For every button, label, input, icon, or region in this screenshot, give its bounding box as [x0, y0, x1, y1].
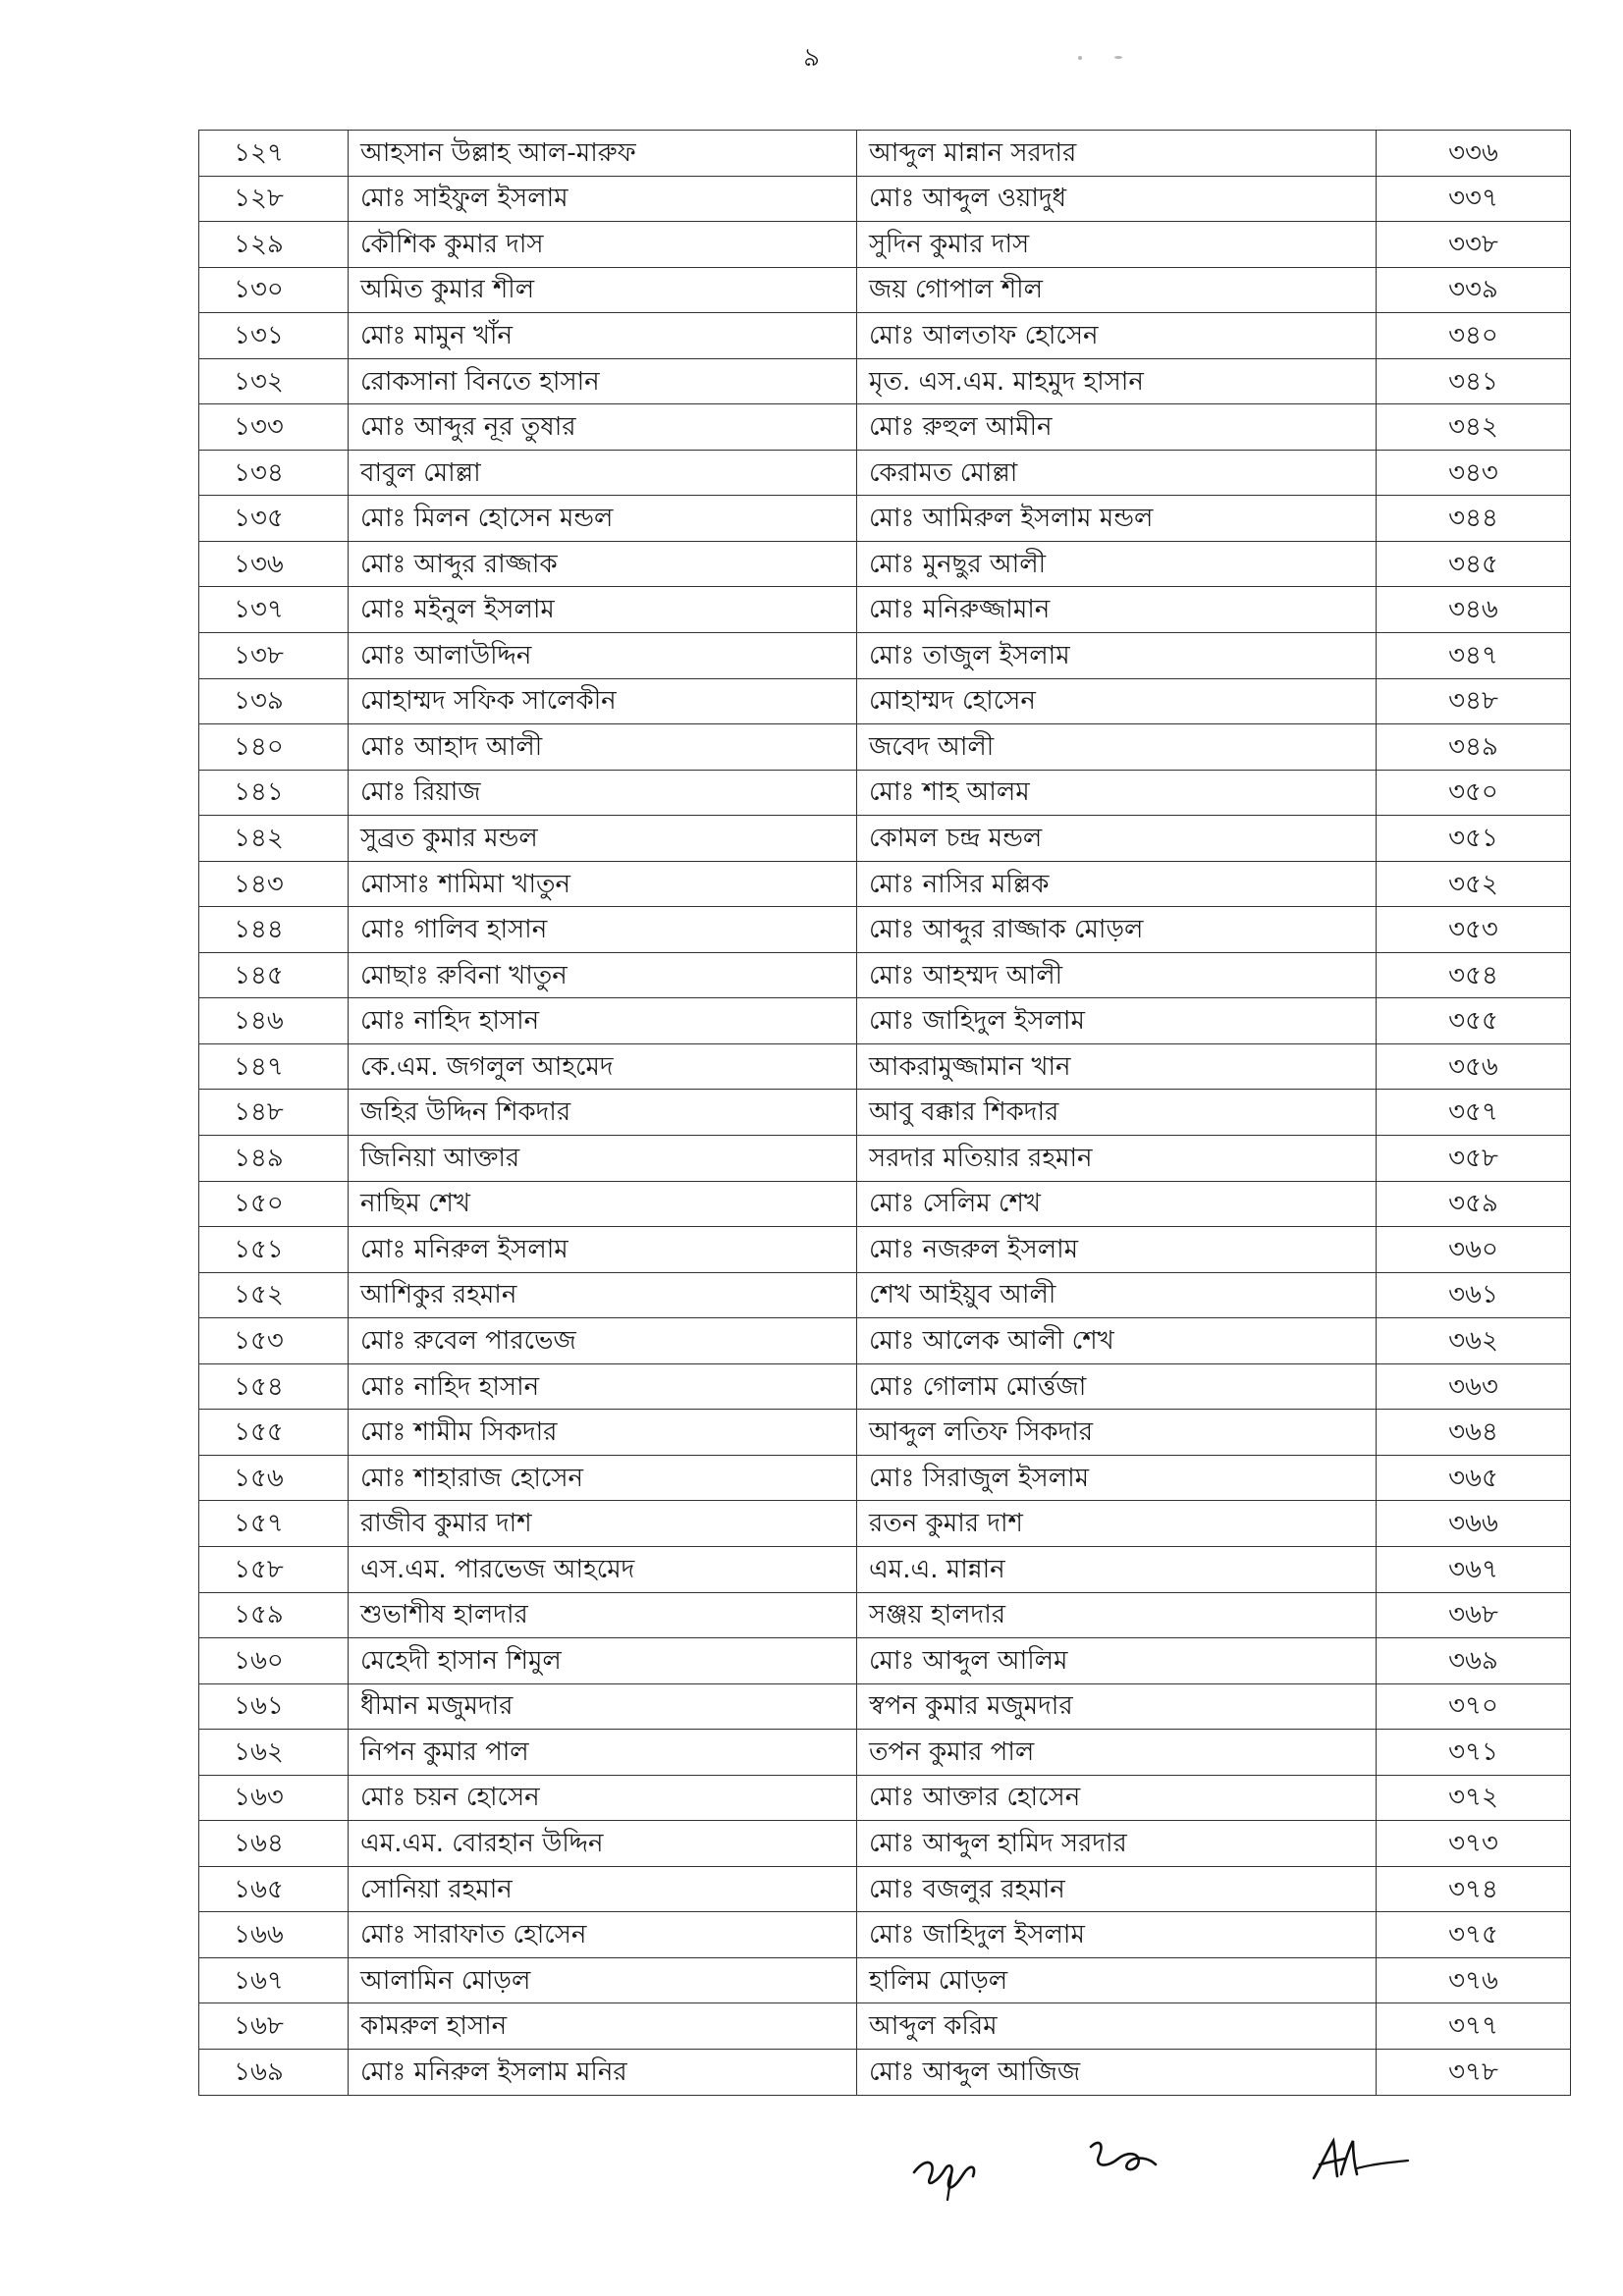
serial-number-cell: ১৫৯ [199, 1592, 349, 1638]
serial-number-cell: ১৪৯ [199, 1136, 349, 1182]
table-row [199, 1683, 1571, 1730]
candidate-name-cell: আশিকুর রহমান [349, 1272, 857, 1318]
table-row [199, 1592, 1571, 1638]
scan-speck [1078, 56, 1082, 60]
table-row [199, 816, 1571, 862]
father-name-cell: মোহাম্মদ হোসেন [857, 678, 1377, 724]
roll-number-cell: ৩৭০ [1377, 1683, 1571, 1730]
candidate-name-cell: মোঃ আব্দুর নূর তুষার [349, 404, 857, 451]
table-row [199, 724, 1571, 771]
father-name-cell: আব্দুল করিম [857, 2003, 1377, 2050]
serial-number-cell: ১৪০ [199, 724, 349, 771]
roll-number-cell: ৩৫৪ [1377, 952, 1571, 998]
candidate-name-cell: সুব্রত কুমার মন্ডল [349, 816, 857, 862]
father-name-cell: সরদার মতিয়ার রহমান [857, 1136, 1377, 1182]
roll-number-cell: ৩৪০ [1377, 313, 1571, 359]
table-row [199, 587, 1571, 633]
table-row [199, 998, 1571, 1044]
table-row [199, 176, 1571, 222]
candidate-name-cell: কামরুল হাসান [349, 2003, 857, 2050]
father-name-cell: মোঃ শাহ আলম [857, 770, 1377, 816]
table-row [199, 1957, 1571, 2003]
roll-number-cell: ৩৭৮ [1377, 2049, 1571, 2095]
serial-number-cell: ১৬২ [199, 1730, 349, 1776]
table-row [199, 1318, 1571, 1364]
father-name-cell: আব্দুল মান্নান সরদার [857, 131, 1377, 177]
table-row [199, 1090, 1571, 1136]
roll-number-cell: ৩৬৮ [1377, 1592, 1571, 1638]
table-row [199, 1730, 1571, 1776]
table-row [199, 1181, 1571, 1227]
father-name-cell: রতন কুমার দাশ [857, 1501, 1377, 1547]
roll-number-cell: ৩৭৩ [1377, 1821, 1571, 1867]
serial-number-cell: ১৩২ [199, 358, 349, 404]
candidate-name-cell: মোঃ নাহিদ হাসান [349, 1363, 857, 1410]
table-row [199, 1638, 1571, 1684]
father-name-cell: মোঃ সিরাজুল ইসলাম [857, 1455, 1377, 1501]
father-name-cell: এম.এ. মান্নান [857, 1546, 1377, 1592]
candidate-name-cell: মোঃ সাইফুল ইসলাম [349, 176, 857, 222]
table-row [199, 952, 1571, 998]
father-name-cell: মোঃ আমিরুল ইসলাম মন্ডল [857, 496, 1377, 542]
candidate-name-cell: মোঃ নাহিদ হাসান [349, 998, 857, 1044]
roll-number-cell: ৩৪৭ [1377, 633, 1571, 679]
father-name-cell: কোমল চন্দ্র মন্ডল [857, 816, 1377, 862]
serial-number-cell: ১৬৭ [199, 1957, 349, 2003]
serial-number-cell: ১৩৮ [199, 633, 349, 679]
father-name-cell: মৃত. এস.এম. মাহমুদ হাসান [857, 358, 1377, 404]
father-name-cell: শেখ আইয়ুব আলী [857, 1272, 1377, 1318]
father-name-cell: মোঃ মুনছুর আলী [857, 541, 1377, 587]
candidate-name-cell: কৌশিক কুমার দাস [349, 222, 857, 268]
table-row [199, 222, 1571, 268]
candidate-name-cell: আলামিন মোড়ল [349, 1957, 857, 2003]
father-name-cell: মোঃ আহম্মদ আলী [857, 952, 1377, 998]
roll-number-cell: ৩৪৯ [1377, 724, 1571, 771]
table-row [199, 1227, 1571, 1273]
roll-number-cell: ৩৫৫ [1377, 998, 1571, 1044]
roll-number-cell: ৩৩৭ [1377, 176, 1571, 222]
candidate-name-cell: মেহেদী হাসান শিমুল [349, 1638, 857, 1684]
candidate-name-cell: সোনিয়া রহমান [349, 1866, 857, 1912]
candidate-name-cell: মোঃ মনিরুল ইসলাম [349, 1227, 857, 1273]
candidate-name-cell: মোঃ রুবেল পারভেজ [349, 1318, 857, 1364]
father-name-cell: সঞ্জয় হালদার [857, 1592, 1377, 1638]
candidate-name-cell: মোঃ মনিরুল ইসলাম মনির [349, 2049, 857, 2095]
serial-number-cell: ১৪৪ [199, 907, 349, 953]
father-name-cell: স্বপন কুমার মজুমদার [857, 1683, 1377, 1730]
father-name-cell: মোঃ আব্দুল ওয়াদুধ [857, 176, 1377, 222]
roll-number-cell: ৩৪৩ [1377, 450, 1571, 496]
roll-number-cell: ৩৬৯ [1377, 1638, 1571, 1684]
serial-number-cell: ১৩৬ [199, 541, 349, 587]
father-name-cell: মোঃ আব্দুল আজিজ [857, 2049, 1377, 2095]
serial-number-cell: ১৩০ [199, 267, 349, 313]
candidate-name-cell: জহির উদ্দিন শিকদার [349, 1090, 857, 1136]
roll-number-cell: ৩৬৩ [1377, 1363, 1571, 1410]
roll-number-cell: ৩৬২ [1377, 1318, 1571, 1364]
father-name-cell: হালিম মোড়ল [857, 1957, 1377, 2003]
roll-number-cell: ৩৪৪ [1377, 496, 1571, 542]
candidate-name-cell: মোঃ মইনুল ইসলাম [349, 587, 857, 633]
candidate-name-cell: বাবুল মোল্লা [349, 450, 857, 496]
table-row [199, 861, 1571, 907]
serial-number-cell: ১৬৪ [199, 1821, 349, 1867]
roll-number-cell: ৩৪২ [1377, 404, 1571, 451]
table-row [199, 496, 1571, 542]
father-name-cell: আব্দুল লতিফ সিকদার [857, 1410, 1377, 1456]
serial-number-cell: ১৫৩ [199, 1318, 349, 1364]
father-name-cell: মোঃ জাহিদুল ইসলাম [857, 998, 1377, 1044]
table-row [199, 1866, 1571, 1912]
serial-number-cell: ১২৭ [199, 131, 349, 177]
candidate-name-cell: রাজীব কুমার দাশ [349, 1501, 857, 1547]
candidate-name-cell: মোঃ আলাউদ্দিন [349, 633, 857, 679]
father-name-cell: আকরামুজ্জামান খান [857, 1043, 1377, 1090]
father-name-cell: মোঃ আব্দুল আলিম [857, 1638, 1377, 1684]
candidate-name-cell: মোঃ শামীম সিকদার [349, 1410, 857, 1456]
serial-number-cell: ১৩৪ [199, 450, 349, 496]
serial-number-cell: ১২৯ [199, 222, 349, 268]
candidate-name-cell: মোঃ মামুন খাঁন [349, 313, 857, 359]
serial-number-cell: ১৩৫ [199, 496, 349, 542]
father-name-cell: কেরামত মোল্লা [857, 450, 1377, 496]
table-row [199, 2003, 1571, 2050]
roll-number-cell: ৩৪৫ [1377, 541, 1571, 587]
serial-number-cell: ১৫৬ [199, 1455, 349, 1501]
roll-number-cell: ৩৩৮ [1377, 222, 1571, 268]
table-row [199, 1136, 1571, 1182]
candidate-name-cell: রোকসানা বিনতে হাসান [349, 358, 857, 404]
roll-number-cell: ৩৫৭ [1377, 1090, 1571, 1136]
table-row [199, 1821, 1571, 1867]
father-name-cell: জয় গোপাল শীল [857, 267, 1377, 313]
table-row [199, 678, 1571, 724]
father-name-cell: মোঃ সেলিম শেখ [857, 1181, 1377, 1227]
roll-number-cell: ৩৫২ [1377, 861, 1571, 907]
serial-number-cell: ১৫৫ [199, 1410, 349, 1456]
father-name-cell: আবু বক্কার শিকদার [857, 1090, 1377, 1136]
roll-number-cell: ৩৭৭ [1377, 2003, 1571, 2050]
candidate-name-cell: আহসান উল্লাহ আল-মারুফ [349, 131, 857, 177]
father-name-cell: মোঃ বজলুর রহমান [857, 1866, 1377, 1912]
table-row [199, 267, 1571, 313]
roll-number-cell: ৩৪৮ [1377, 678, 1571, 724]
father-name-cell: জবেদ আলী [857, 724, 1377, 771]
serial-number-cell: ১৬০ [199, 1638, 349, 1684]
signature-2-icon [1085, 2135, 1163, 2184]
roll-number-cell: ৩৬৭ [1377, 1546, 1571, 1592]
table-row [199, 131, 1571, 177]
roll-number-cell: ৩৩৬ [1377, 131, 1571, 177]
serial-number-cell: ১৫১ [199, 1227, 349, 1273]
roll-number-cell: ৩৭২ [1377, 1775, 1571, 1821]
father-name-cell: মোঃ তাজুল ইসলাম [857, 633, 1377, 679]
candidate-name-cell: নিপন কুমার পাল [349, 1730, 857, 1776]
table-row [199, 1546, 1571, 1592]
father-name-cell: মোঃ আক্তার হোসেন [857, 1775, 1377, 1821]
father-name-cell: তপন কুমার পাল [857, 1730, 1377, 1776]
page-number: ৯ [803, 43, 820, 73]
signature-1-icon [908, 2135, 997, 2204]
roll-number-cell: ৩৬৪ [1377, 1410, 1571, 1456]
roll-number-cell: ৩৭৫ [1377, 1912, 1571, 1958]
candidate-name-cell: ধীমান মজুমদার [349, 1683, 857, 1730]
table-row [199, 1775, 1571, 1821]
table-row [199, 2049, 1571, 2095]
roll-number-cell: ৩৫৩ [1377, 907, 1571, 953]
serial-number-cell: ১৩৭ [199, 587, 349, 633]
roll-number-cell: ৩৪৬ [1377, 587, 1571, 633]
serial-number-cell: ১৪৬ [199, 998, 349, 1044]
candidate-name-cell: অমিত কুমার শীল [349, 267, 857, 313]
candidate-name-cell: এস.এম. পারভেজ আহমেদ [349, 1546, 857, 1592]
candidate-name-cell: মোসাঃ শামিমা খাতুন [349, 861, 857, 907]
signature-area [0, 2135, 1623, 2214]
father-name-cell: মোঃ আলেক আলী শেখ [857, 1318, 1377, 1364]
father-name-cell: মোঃ জাহিদুল ইসলাম [857, 1912, 1377, 1958]
roll-number-cell: ৩৬০ [1377, 1227, 1571, 1273]
roll-number-cell: ৩৬৬ [1377, 1501, 1571, 1547]
roll-number-cell: ৩৭১ [1377, 1730, 1571, 1776]
table-row [199, 358, 1571, 404]
serial-number-cell: ১৬১ [199, 1683, 349, 1730]
serial-number-cell: ১৪৫ [199, 952, 349, 998]
table-row [199, 1912, 1571, 1958]
serial-number-cell: ১৪২ [199, 816, 349, 862]
table-row [199, 1363, 1571, 1410]
table-row [199, 450, 1571, 496]
serial-number-cell: ১৬৫ [199, 1866, 349, 1912]
serial-number-cell: ১৬৮ [199, 2003, 349, 2050]
roll-number-cell: ৩৬১ [1377, 1272, 1571, 1318]
candidate-name-cell: শুভাশীষ হালদার [349, 1592, 857, 1638]
serial-number-cell: ১৫২ [199, 1272, 349, 1318]
father-name-cell: মোঃ গোলাম মোর্ত্তজা [857, 1363, 1377, 1410]
candidate-name-cell: মোঃ গালিব হাসান [349, 907, 857, 953]
father-name-cell: মোঃ রুহুল আমীন [857, 404, 1377, 451]
roll-number-cell: ৩৫৯ [1377, 1181, 1571, 1227]
table-row [199, 541, 1571, 587]
serial-number-cell: ১৬৯ [199, 2049, 349, 2095]
candidate-name-cell: মোঃ শাহারাজ হোসেন [349, 1455, 857, 1501]
father-name-cell: মোঃ নাসির মল্লিক [857, 861, 1377, 907]
serial-number-cell: ১৫৪ [199, 1363, 349, 1410]
serial-number-cell: ১৫৭ [199, 1501, 349, 1547]
candidate-name-cell: জিনিয়া আক্তার [349, 1136, 857, 1182]
table-row [199, 633, 1571, 679]
roll-number-cell: ৩৭৬ [1377, 1957, 1571, 2003]
candidate-name-cell: মোঃ রিয়াজ [349, 770, 857, 816]
roll-number-cell: ৩৫১ [1377, 816, 1571, 862]
serial-number-cell: ১৪৮ [199, 1090, 349, 1136]
table-row [199, 313, 1571, 359]
table-row [199, 1501, 1571, 1547]
serial-number-cell: ১৪১ [199, 770, 349, 816]
father-name-cell: সুদিন কুমার দাস [857, 222, 1377, 268]
father-name-cell: মোঃ মনিরুজ্জামান [857, 587, 1377, 633]
roll-number-cell: ৩৫৮ [1377, 1136, 1571, 1182]
serial-number-cell: ১৫০ [199, 1181, 349, 1227]
father-name-cell: মোঃ আলতাফ হোসেন [857, 313, 1377, 359]
roll-number-cell: ৩৭৪ [1377, 1866, 1571, 1912]
serial-number-cell: ১৩১ [199, 313, 349, 359]
candidate-name-cell: মোঃ সারাফাত হোসেন [349, 1912, 857, 1958]
candidate-name-cell: মোঃ আহাদ আলী [349, 724, 857, 771]
table-row [199, 770, 1571, 816]
father-name-cell: মোঃ আব্দুল হামিদ সরদার [857, 1821, 1377, 1867]
serial-number-cell: ১৫৮ [199, 1546, 349, 1592]
table-row [199, 1410, 1571, 1456]
table-row [199, 1043, 1571, 1090]
candidate-table-body [199, 131, 1571, 2096]
roll-number-cell: ৩৪১ [1377, 358, 1571, 404]
candidate-name-cell: মোঃ আব্দুর রাজ্জাক [349, 541, 857, 587]
candidate-name-cell: মোহাম্মদ সফিক সালেকীন [349, 678, 857, 724]
signature-3-icon [1306, 2135, 1414, 2184]
candidate-name-cell: মোঃ চয়ন হোসেন [349, 1775, 857, 1821]
table-row [199, 1272, 1571, 1318]
serial-number-cell: ১২৮ [199, 176, 349, 222]
serial-number-cell: ১৩৯ [199, 678, 349, 724]
candidate-name-cell: মোছাঃ রুবিনা খাতুন [349, 952, 857, 998]
table-row [199, 1455, 1571, 1501]
roll-number-cell: ৩৩৯ [1377, 267, 1571, 313]
table-row [199, 907, 1571, 953]
candidate-name-cell: নাছিম শেখ [349, 1181, 857, 1227]
father-name-cell: মোঃ আব্দুর রাজ্জাক মোড়ল [857, 907, 1377, 953]
roll-number-cell: ৩৫৬ [1377, 1043, 1571, 1090]
candidate-name-cell: মোঃ মিলন হোসেন মন্ডল [349, 496, 857, 542]
serial-number-cell: ১৬৩ [199, 1775, 349, 1821]
roll-number-cell: ৩৫০ [1377, 770, 1571, 816]
father-name-cell: মোঃ নজরুল ইসলাম [857, 1227, 1377, 1273]
serial-number-cell: ১৪৭ [199, 1043, 349, 1090]
serial-number-cell: ১৬৬ [199, 1912, 349, 1958]
serial-number-cell: ১৪৩ [199, 861, 349, 907]
roll-number-cell: ৩৬৫ [1377, 1455, 1571, 1501]
candidate-name-cell: এম.এম. বোরহান উদ্দিন [349, 1821, 857, 1867]
candidate-roll-table [198, 130, 1571, 2096]
scan-speck [1114, 56, 1122, 59]
table-row [199, 404, 1571, 451]
candidate-name-cell: কে.এম. জগলুল আহমেদ [349, 1043, 857, 1090]
serial-number-cell: ১৩৩ [199, 404, 349, 451]
